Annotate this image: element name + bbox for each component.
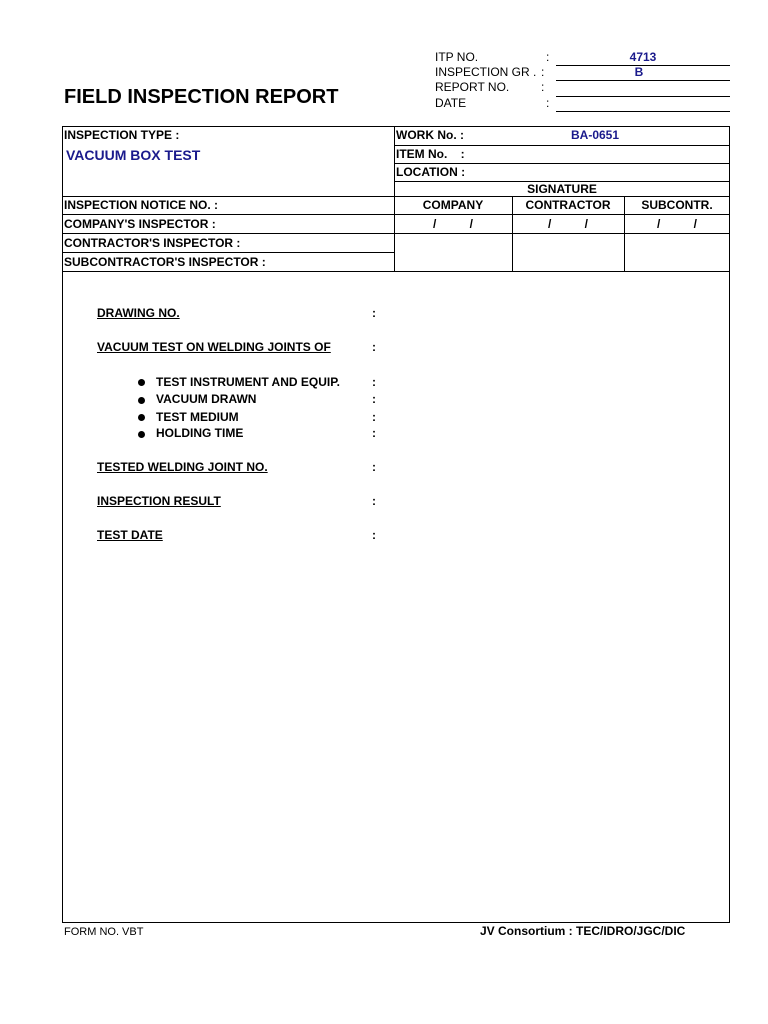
tested-joint-colon: : bbox=[372, 460, 376, 474]
work-no-label: WORK No. : bbox=[396, 128, 464, 142]
sig-col-subcontr: SUBCONTR. bbox=[641, 198, 713, 212]
divider-item-location bbox=[394, 163, 730, 164]
date-label: DATE bbox=[435, 96, 467, 110]
inspection-result-colon: : bbox=[372, 494, 376, 508]
tested-joint-label: TESTED WELDING JOINT NO. bbox=[97, 460, 268, 474]
test-date-label: TEST DATE bbox=[97, 528, 163, 542]
contractor-inspector-label: CONTRACTOR'S INSPECTOR : bbox=[64, 236, 241, 250]
drawing-no-colon: : bbox=[372, 306, 376, 320]
inspection-gr-label: INSPECTION GR . bbox=[435, 65, 537, 79]
holding-time-label: HOLDING TIME bbox=[156, 426, 244, 440]
inspection-type-value[interactable]: VACUUM BOX TEST bbox=[66, 147, 201, 163]
divider-table-bottom bbox=[62, 271, 730, 272]
inspection-gr-value[interactable]: B bbox=[634, 65, 644, 79]
itp-no-colon: : bbox=[546, 50, 550, 64]
sig-col-company: COMPANY bbox=[422, 198, 484, 212]
location-label: LOCATION : bbox=[396, 165, 466, 179]
divider-subcontractor-inspector bbox=[62, 252, 394, 253]
bullet-icon bbox=[138, 414, 145, 421]
company-inspector-label: COMPANY'S INSPECTOR : bbox=[64, 217, 216, 231]
inspection-result-label: INSPECTION RESULT bbox=[97, 494, 221, 508]
divider-company-inspector bbox=[62, 214, 730, 215]
form-number: FORM NO. VBT bbox=[64, 926, 144, 938]
itp-no-value[interactable]: 4713 bbox=[629, 50, 657, 64]
test-date-colon: : bbox=[372, 528, 376, 542]
vacuum-drawn-label: VACUUM DRAWN bbox=[156, 392, 257, 406]
work-no-value[interactable]: BA-0651 bbox=[570, 128, 620, 142]
inspection-notice-label: INSPECTION NOTICE NO. : bbox=[64, 198, 219, 212]
test-medium-label: TEST MEDIUM bbox=[156, 410, 239, 424]
drawing-no-label: DRAWING NO. bbox=[97, 306, 180, 320]
bullet-icon bbox=[138, 397, 145, 404]
date-underline bbox=[556, 111, 730, 112]
divider-work-item bbox=[394, 145, 730, 146]
report-no-underline bbox=[556, 96, 730, 97]
date-colon: : bbox=[546, 96, 550, 110]
subcontractor-inspector-label: SUBCONTRACTOR'S INSPECTOR : bbox=[64, 255, 266, 269]
signature-label: SIGNATURE bbox=[527, 182, 597, 196]
item-no-label: ITEM No. : bbox=[396, 147, 465, 161]
inspection-type-label: INSPECTION TYPE : bbox=[64, 128, 180, 142]
vacuum-test-label: VACUUM TEST ON WELDING JOINTS OF bbox=[97, 340, 331, 354]
report-no-label: REPORT NO. bbox=[435, 80, 510, 94]
vacuum-test-colon: : bbox=[372, 340, 376, 354]
divider-notice bbox=[62, 196, 730, 197]
test-medium-colon: : bbox=[372, 410, 376, 424]
report-no-colon: : bbox=[541, 80, 545, 94]
subcontr-date-field[interactable]: / / bbox=[656, 217, 697, 231]
bullet-icon bbox=[138, 379, 145, 386]
contractor-date-field[interactable]: / / bbox=[547, 217, 588, 231]
inspection-gr-underline bbox=[556, 80, 730, 81]
consortium-label: JV Consortium : TEC/IDRO/JGC/DIC bbox=[480, 924, 686, 938]
company-date-field[interactable]: / / bbox=[432, 217, 473, 231]
bullet-icon bbox=[138, 431, 145, 438]
page-title: FIELD INSPECTION REPORT bbox=[64, 86, 339, 108]
itp-no-label: ITP NO. bbox=[435, 50, 479, 64]
test-instrument-colon: : bbox=[372, 375, 376, 389]
holding-time-colon: : bbox=[372, 426, 376, 440]
divider-contractor-inspector bbox=[62, 233, 730, 234]
vacuum-drawn-colon: : bbox=[372, 392, 376, 406]
inspection-gr-colon: : bbox=[541, 65, 545, 79]
test-instrument-label: TEST INSTRUMENT AND EQUIP. bbox=[156, 375, 341, 389]
sig-col-contractor: CONTRACTOR bbox=[525, 198, 611, 212]
